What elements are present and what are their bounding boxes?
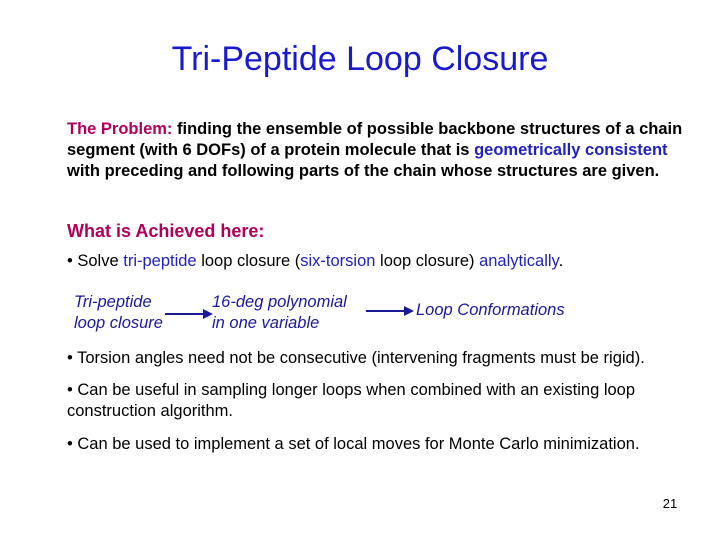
problem-statement xyxy=(67,119,697,182)
bullet-sampling: • Can be useful in sampling longer loops when combined with an existing loop construction algorithm. xyxy=(67,381,636,420)
flow-arrow-1 xyxy=(163,306,215,322)
flow-step-tripeptide xyxy=(74,292,163,334)
problem-highlight: geometrically consistent xyxy=(474,141,668,159)
bullet1-highlight-sixtorsion: six-torsion xyxy=(300,252,376,270)
problem-text-2: with preceding and following parts of the chain whose structures are given. xyxy=(67,162,660,180)
achieved-heading: What is Achieved here: xyxy=(67,221,265,241)
flow-step2-line1: 16-deg polynomial xyxy=(212,293,347,311)
bullet1-highlight-analytically: analytically xyxy=(479,252,559,270)
flow-step-conformations: Loop Conformations xyxy=(416,301,565,319)
bullet-solve xyxy=(67,251,563,272)
problem-label: The Problem: xyxy=(67,120,173,138)
page-number: 21 xyxy=(662,496,678,511)
bullet1-mid1: loop closure ( xyxy=(196,252,301,270)
flow-step2-line2: in one variable xyxy=(212,314,320,332)
flow-arrow-2 xyxy=(364,303,416,319)
bullet1-highlight-tripeptide: tri-peptide xyxy=(123,252,197,270)
problem-text-1: finding the ensemble of possible backbone structures of a chain segment (with 6 DOFs) of a protein molecule that is xyxy=(67,120,683,159)
flow-step1-line2: loop closure xyxy=(74,314,163,332)
bullet1-suffix: . xyxy=(558,252,564,270)
slide-title: Tri-Peptide Loop Closure xyxy=(171,40,549,78)
flow-step1-line1: Tri-peptide xyxy=(74,293,152,311)
bullet-torsion-angles: • Torsion angles need not be consecutive (intervening fragments must be rigid). xyxy=(67,349,645,367)
bullet-monte-carlo: • Can be used to implement a set of local moves for Monte Carlo minimization. xyxy=(67,435,640,453)
bullet1-mid2: loop closure) xyxy=(375,252,480,270)
flow-step-polynomial xyxy=(212,292,347,334)
bullet1-prefix: • Solve xyxy=(67,252,124,270)
